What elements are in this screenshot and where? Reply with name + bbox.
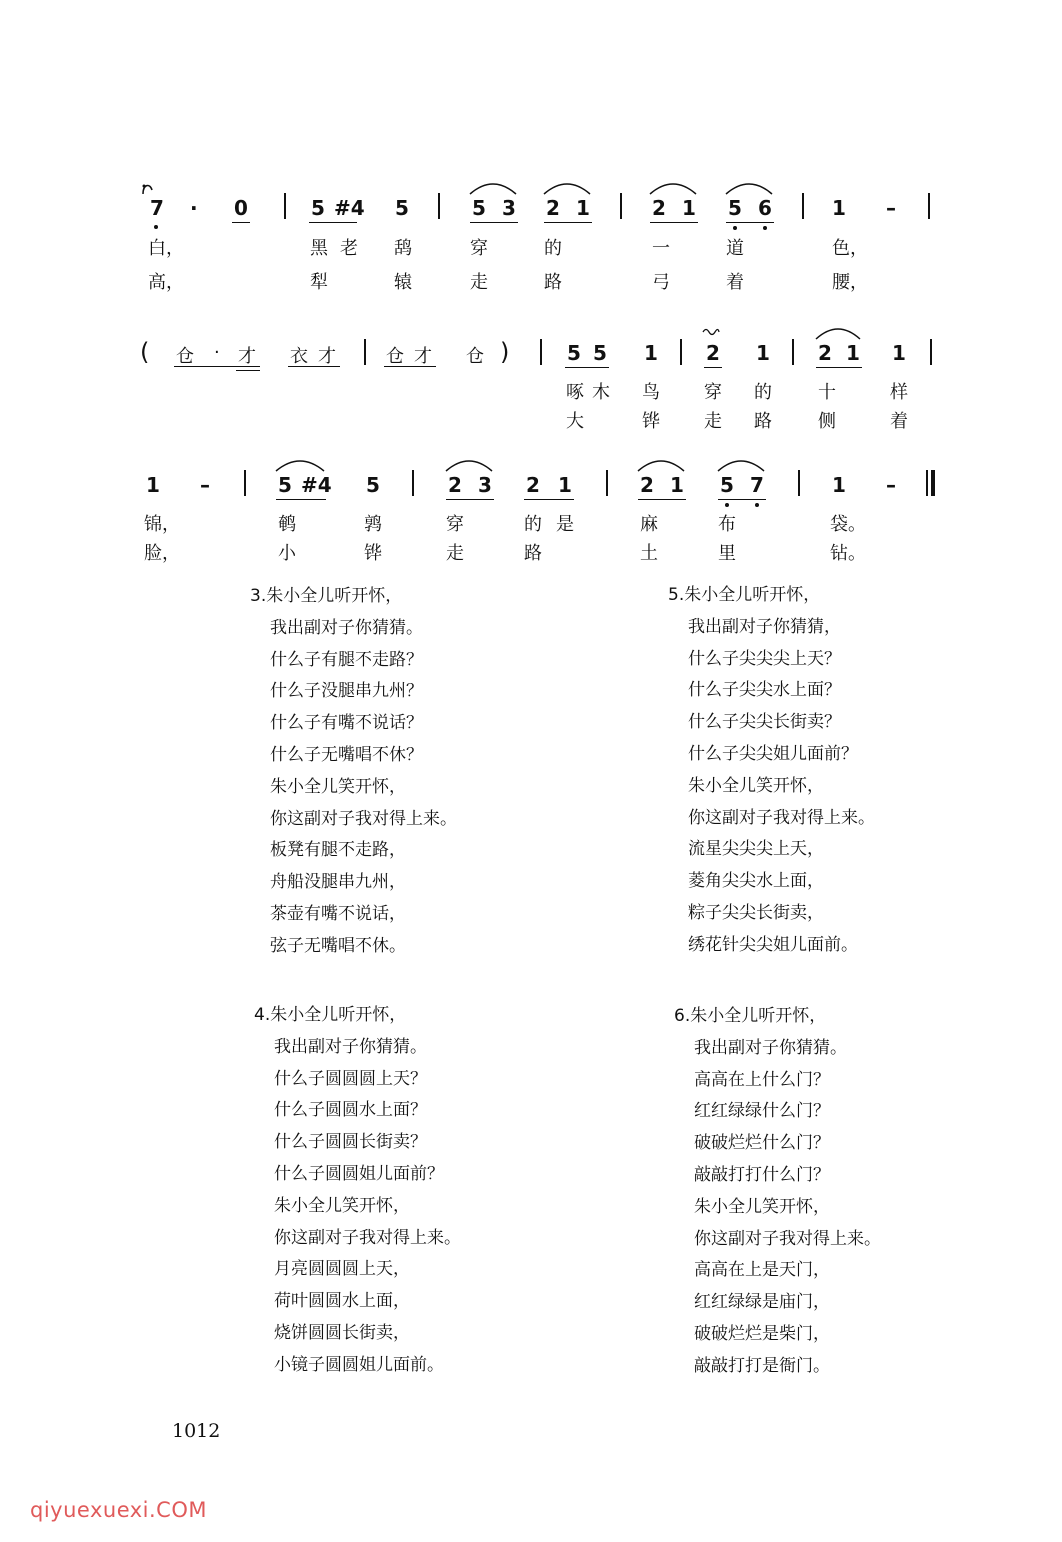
close-paren-icon: ) xyxy=(500,338,510,366)
note: 5 xyxy=(720,473,734,497)
barline xyxy=(930,339,932,365)
verse-line: 5.朱小全儿听开怀， xyxy=(668,585,821,605)
page-number: 1012 xyxy=(172,1420,221,1442)
verse-line: 荷叶圆圆水上面， xyxy=(274,1291,410,1312)
lyric: 穿 xyxy=(446,514,464,535)
verse-line: 6.朱小全儿听开怀， xyxy=(674,1006,827,1026)
note: 5 xyxy=(366,473,380,497)
percussion-syllable: 仓 xyxy=(176,346,194,367)
lyric: 布 xyxy=(718,514,736,535)
low-octave-dot xyxy=(733,226,737,230)
verse-line: 小镜子圆圆姐儿面前。 xyxy=(274,1354,444,1375)
lyric: 侧 xyxy=(818,411,836,432)
note: 1 xyxy=(892,341,906,365)
slur-icon xyxy=(814,323,862,341)
lyric: 犁 xyxy=(310,272,328,293)
barline xyxy=(364,339,366,365)
note-sharp: #4 xyxy=(301,473,332,497)
lyric: 的 xyxy=(754,382,772,403)
beam xyxy=(174,366,260,367)
verse-line: 朱小全儿笑开怀， xyxy=(274,1195,410,1216)
note-dash: – xyxy=(886,196,896,220)
note: 1 xyxy=(832,473,846,497)
lyric: 是 xyxy=(556,514,574,535)
slur-icon xyxy=(468,178,518,196)
percussion-syllable: 仓 xyxy=(466,346,484,367)
verse-line: 弦子无嘴唱不休。 xyxy=(270,935,406,956)
verse-line: 什么子有腿不走路？ xyxy=(270,649,423,670)
beam xyxy=(236,370,260,371)
note: 2 xyxy=(546,196,560,220)
lyric: 路 xyxy=(524,543,542,564)
verse-line: 什么子尖尖尖上天？ xyxy=(688,648,841,669)
verse-line: 什么子圆圆姐儿面前？ xyxy=(274,1163,444,1184)
verse-line: 朱小全儿笑开怀， xyxy=(688,775,824,796)
note: 1 xyxy=(846,341,860,365)
lyric: 着 xyxy=(726,272,744,293)
verse-4 xyxy=(254,1000,461,1382)
note: 7 xyxy=(150,196,164,220)
barline xyxy=(802,193,804,219)
beam xyxy=(232,222,250,223)
verse-line: 月亮圆圆圆上天， xyxy=(274,1259,410,1280)
slur-icon xyxy=(636,455,686,473)
final-barline-thin xyxy=(926,470,928,496)
note: 5 xyxy=(278,473,292,497)
lyric: 高， xyxy=(148,272,184,293)
percussion-syllable: 才 xyxy=(414,346,432,367)
verse-line: 高高在上是天门， xyxy=(694,1260,830,1281)
lyric: 的 xyxy=(524,514,542,535)
verse-line: 我出副对子你猜猜。 xyxy=(694,1037,847,1058)
lyric: 大 xyxy=(566,411,584,432)
lyric: 色， xyxy=(832,238,868,259)
lyric: 道 xyxy=(726,238,744,259)
lyric: 鹑 xyxy=(364,514,382,535)
note: 1 xyxy=(146,473,160,497)
verse-line: 烧饼圆圆长街卖， xyxy=(274,1322,410,1343)
slur-icon xyxy=(648,178,698,196)
verse-line: 我出副对子你猜猜。 xyxy=(274,1036,427,1057)
verse-line: 你这副对子我对得上来。 xyxy=(274,1227,461,1248)
lyric: 里 xyxy=(718,543,736,564)
note: 5 xyxy=(311,196,325,220)
low-octave-dot xyxy=(755,503,759,507)
verse-line: 敲敲打打什么门？ xyxy=(694,1164,830,1185)
lyric: 鸹 xyxy=(394,238,412,259)
barline xyxy=(792,339,794,365)
lyric: 木 xyxy=(592,382,610,403)
verse-line: 你这副对子我对得上来。 xyxy=(694,1228,881,1249)
beam xyxy=(816,367,862,368)
lyric: 辕 xyxy=(394,272,412,293)
lyric: 麻 xyxy=(640,514,658,535)
barline xyxy=(412,470,414,496)
lyric: 走 xyxy=(704,411,722,432)
open-paren-icon: ( xyxy=(140,338,150,366)
low-octave-dot xyxy=(725,503,729,507)
note: 1 xyxy=(832,196,846,220)
beam xyxy=(638,499,686,500)
note: 5 xyxy=(395,196,409,220)
verse-line: 3.朱小全儿听开怀， xyxy=(250,586,403,606)
verse-line: 流星尖尖尖上天， xyxy=(688,839,824,860)
verse-line: 什么子无嘴唱不休？ xyxy=(270,744,423,765)
verse-line: 粽子尖尖长街卖， xyxy=(688,902,824,923)
barline xyxy=(244,470,246,496)
verse-line: 我出副对子你猜猜。 xyxy=(270,617,423,638)
verse-line: 破破烂烂什么门？ xyxy=(694,1133,830,1154)
verse-line: 红红绿绿什么门？ xyxy=(694,1101,830,1122)
note: 1 xyxy=(576,196,590,220)
site-watermark: qiyuexuexi.COM xyxy=(30,1498,207,1522)
slur-icon xyxy=(724,178,774,196)
note: 3 xyxy=(502,196,516,220)
lyric: 黑 xyxy=(310,238,328,259)
verse-line: 什么子尖尖长街卖？ xyxy=(688,712,841,733)
verse-line: 高高在上什么门？ xyxy=(694,1069,830,1090)
lyric: 路 xyxy=(754,411,772,432)
note: 5 xyxy=(593,341,607,365)
percussion-syllable: 衣 xyxy=(290,346,308,367)
beam xyxy=(718,499,766,500)
trill-icon xyxy=(702,326,720,338)
verse-5 xyxy=(668,580,875,962)
barline xyxy=(620,193,622,219)
verse-line: 破破烂烂是柴门， xyxy=(694,1323,830,1344)
percussion-syllable: 才 xyxy=(238,346,256,367)
lyric: 走 xyxy=(470,272,488,293)
beam xyxy=(384,366,436,367)
lyric: 铧 xyxy=(364,543,382,564)
lyric: 铧 xyxy=(642,411,660,432)
lyric: 穿 xyxy=(704,382,722,403)
lyric: 小 xyxy=(278,543,296,564)
low-octave-dot xyxy=(154,225,158,229)
slur-icon xyxy=(274,455,326,473)
verse-line: 朱小全儿笑开怀， xyxy=(694,1196,830,1217)
percussion-syllable: 仓 xyxy=(386,346,404,367)
note: 1 xyxy=(558,473,572,497)
percussion-syllable: 才 xyxy=(318,346,336,367)
percussion-syllable: · xyxy=(214,342,220,363)
beam xyxy=(276,499,326,500)
note: 2 xyxy=(448,473,462,497)
slur-icon xyxy=(542,178,592,196)
verse-line: 什么子圆圆圆上天？ xyxy=(274,1068,427,1089)
note: 1 xyxy=(644,341,658,365)
verse-line: 茶壶有嘴不说话， xyxy=(270,903,406,924)
note: 5 xyxy=(472,196,486,220)
beam xyxy=(544,222,592,223)
verse-line: 我出副对子你猜猜， xyxy=(688,616,841,637)
verse-line: 舟船没腿串九州， xyxy=(270,872,406,893)
note: 5 xyxy=(567,341,581,365)
verse-line: 你这副对子我对得上来。 xyxy=(688,807,875,828)
lyric: 白， xyxy=(148,238,184,259)
lyric: 腰， xyxy=(832,272,868,293)
lyric: 鹌 xyxy=(278,514,296,535)
verse-line: 朱小全儿笑开怀， xyxy=(270,776,406,797)
lyric: 路 xyxy=(544,272,562,293)
note: 2 xyxy=(526,473,540,497)
verse-line: 红红绿绿是庙门， xyxy=(694,1292,830,1313)
beam xyxy=(446,499,494,500)
verse-line: 绣花针尖尖姐儿面前。 xyxy=(688,934,858,955)
verse-line: 什么子没腿串九州？ xyxy=(270,681,423,702)
verse-line: 板凳有腿不走路， xyxy=(270,840,406,861)
lyric: 一 xyxy=(652,238,670,259)
verse-line: 什么子尖尖姐儿面前？ xyxy=(688,743,858,764)
beam xyxy=(470,222,518,223)
verse-line: 什么子圆圆长街卖？ xyxy=(274,1132,427,1153)
note: 1 xyxy=(670,473,684,497)
note: 3 xyxy=(478,473,492,497)
lyric: 弓 xyxy=(652,272,670,293)
barline xyxy=(284,193,286,219)
note: 2 xyxy=(706,341,720,365)
lyric: 脸， xyxy=(144,543,180,564)
barline xyxy=(540,339,542,365)
barline xyxy=(928,193,930,219)
note: 0 xyxy=(234,196,248,220)
verse-line: 4.朱小全儿听开怀， xyxy=(254,1005,407,1025)
verse-3 xyxy=(250,581,457,963)
note: 2 xyxy=(652,196,666,220)
beam xyxy=(650,222,698,223)
beam xyxy=(726,222,774,223)
low-octave-dot xyxy=(763,226,767,230)
slur-icon xyxy=(716,455,766,473)
beam xyxy=(524,499,574,500)
verse-line: 什么子尖尖水上面？ xyxy=(688,680,841,701)
verse-line: 菱角尖尖水上面， xyxy=(688,871,824,892)
note-dash: – xyxy=(200,473,210,497)
verse-line: 什么子圆圆水上面？ xyxy=(274,1100,427,1121)
lyric: 鸟 xyxy=(642,382,660,403)
lyric: 钻。 xyxy=(830,543,866,564)
lyric: 啄 xyxy=(566,382,584,403)
beam xyxy=(704,367,722,368)
lyric: 十 xyxy=(818,382,836,403)
verse-6 xyxy=(674,1001,881,1383)
lyric: 老 xyxy=(340,238,358,259)
lyric: 锦， xyxy=(144,514,180,535)
note: 1 xyxy=(682,196,696,220)
lyric: 走 xyxy=(446,543,464,564)
beam xyxy=(288,366,340,367)
lyric: 着 xyxy=(890,411,908,432)
barline xyxy=(606,470,608,496)
barline xyxy=(680,339,682,365)
verse-line: 什么子有嘴不说话？ xyxy=(270,713,423,734)
verse-line: 敲敲打打是衙门。 xyxy=(694,1355,830,1376)
note: 1 xyxy=(756,341,770,365)
lyric: 袋。 xyxy=(830,514,866,535)
note: 5 xyxy=(728,196,742,220)
note-dash: – xyxy=(886,473,896,497)
barline xyxy=(798,470,800,496)
beam xyxy=(309,222,357,223)
lyric: 土 xyxy=(640,543,658,564)
note: 2 xyxy=(818,341,832,365)
lyric: 的 xyxy=(544,238,562,259)
barline xyxy=(438,193,440,219)
note: 2 xyxy=(640,473,654,497)
beam xyxy=(565,367,609,368)
verse-line: 你这副对子我对得上来。 xyxy=(270,808,457,829)
lyric: 样 xyxy=(890,382,908,403)
slur-icon xyxy=(444,455,494,473)
note: 6 xyxy=(758,196,772,220)
note-sharp: #4 xyxy=(334,196,365,220)
note: 7 xyxy=(750,473,764,497)
lyric: 穿 xyxy=(470,238,488,259)
note: · xyxy=(190,196,198,220)
final-barline-thick xyxy=(931,470,935,496)
